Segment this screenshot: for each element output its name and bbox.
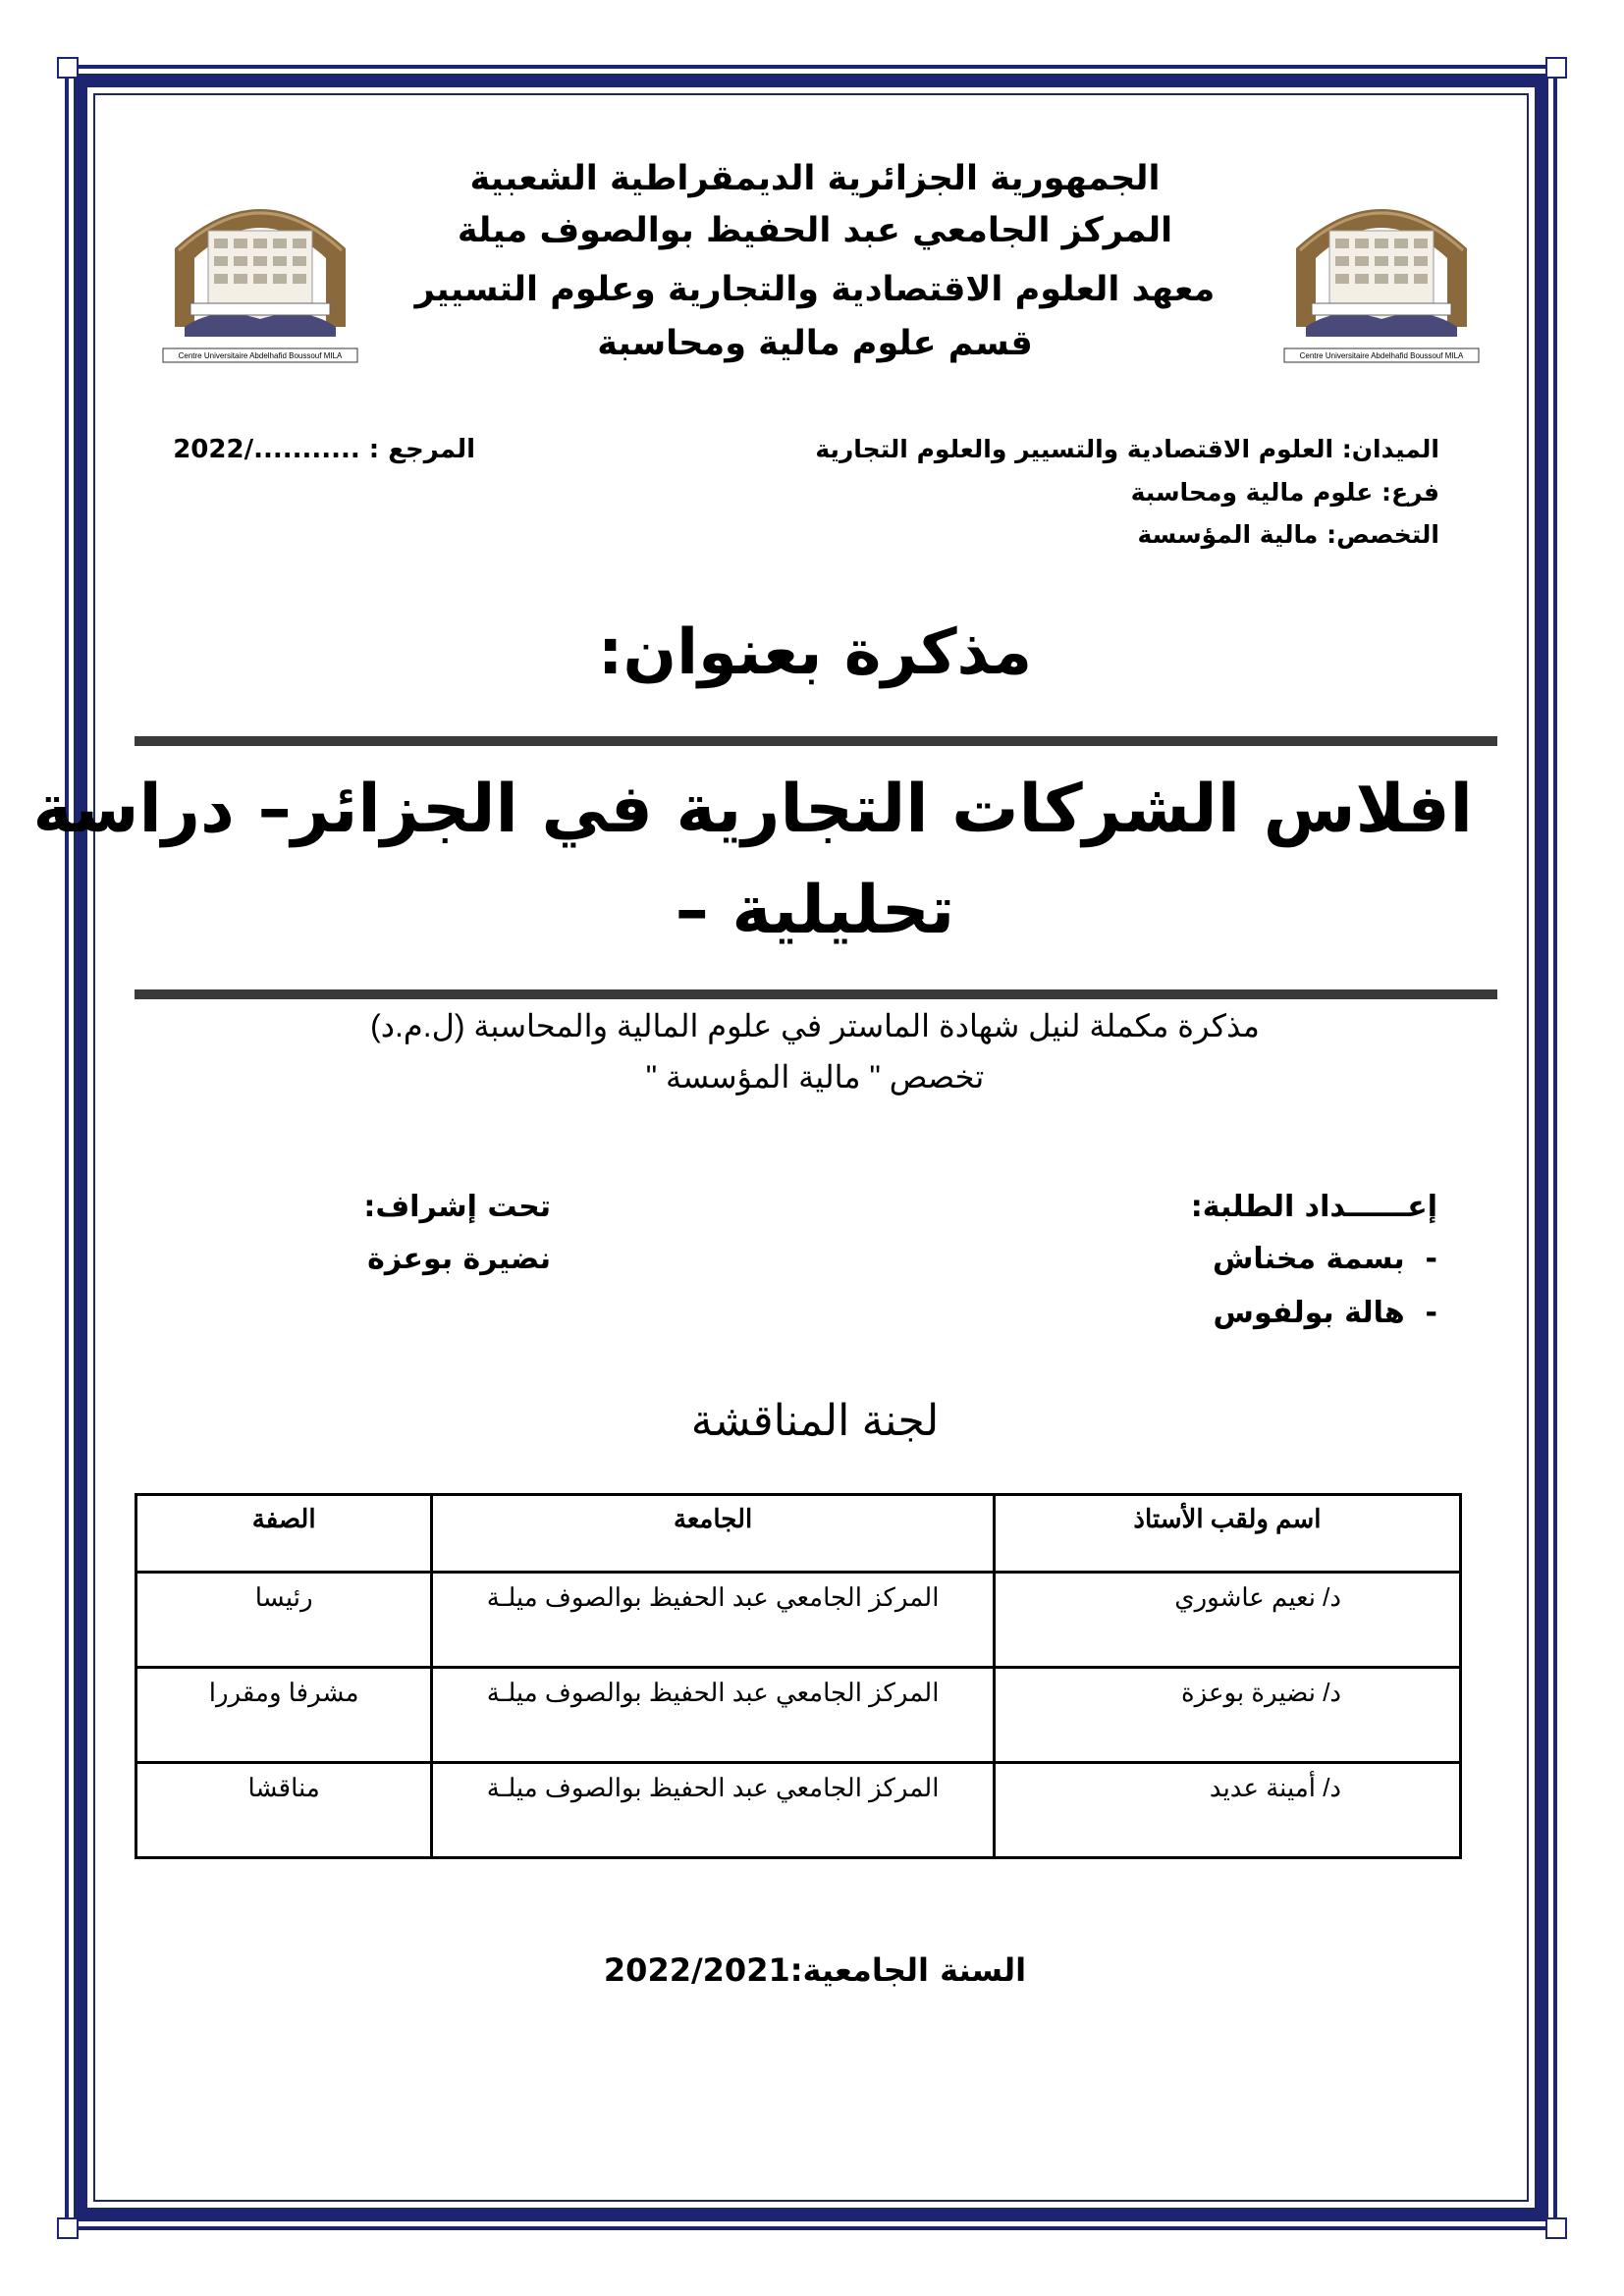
table-row bbox=[136, 1573, 1461, 1668]
member-role: رئيسا bbox=[136, 1573, 432, 1668]
column-header: اسم ولقب الأستاذ bbox=[994, 1495, 1460, 1573]
member-university: المركز الجامعي عبد الحفيظ بوالصوف ميلـة bbox=[432, 1668, 995, 1763]
member-university: المركز الجامعي عبد الحفيظ بوالصوف ميلـة bbox=[432, 1573, 995, 1668]
frame-corner bbox=[57, 2217, 79, 2239]
university-building-icon bbox=[157, 180, 363, 376]
subtitle-line2: تخصص " مالية المؤسسة " bbox=[645, 1059, 985, 1095]
students-label: إعــــــداد الطلبة: bbox=[1190, 1190, 1437, 1224]
university-building-icon bbox=[1278, 180, 1485, 376]
member-name: د/ نعيم عاشوري bbox=[994, 1573, 1460, 1668]
meta-reference: المرجع : .........../2022 bbox=[173, 435, 475, 464]
header-institute: معهد العلوم الاقتصادية والتجارية وعلوم التسيير bbox=[414, 270, 1216, 309]
table-row bbox=[136, 1763, 1461, 1858]
member-name: د/ أمينة عديد bbox=[994, 1763, 1460, 1858]
student-name: هالة بولفوس bbox=[1213, 1296, 1405, 1330]
thesis-title-line2: تحليلية – bbox=[675, 872, 955, 949]
memo-label: مذكرة بعنوان: bbox=[597, 616, 1033, 689]
supervisor-name: نضيرة بوعزة bbox=[367, 1242, 551, 1276]
header-department: قسم علوم مالية ومحاسبة bbox=[597, 324, 1033, 363]
logo-caption: Centre Universitaire Abdelhafid Boussouf MILA bbox=[1299, 351, 1464, 360]
list-bullet: - bbox=[1425, 1296, 1437, 1330]
thesis-title-line1: افلاس الشركات التجارية في الجزائر– دراسة bbox=[32, 771, 1473, 848]
meta-field: الميدان: العلوم الاقتصادية والتسيير والعلوم التجارية bbox=[815, 435, 1439, 463]
logo-caption: Centre Universitaire Abdelhafid Boussouf MILA bbox=[178, 351, 343, 360]
member-university: المركز الجامعي عبد الحفيظ بوالصوف ميلـة bbox=[432, 1763, 995, 1858]
frame-corner bbox=[1545, 57, 1567, 79]
frame-corner bbox=[1545, 2217, 1567, 2239]
member-role: مناقشا bbox=[136, 1763, 432, 1858]
subtitle-line1: مذكرة مكملة لنيل شهادة الماستر في علوم المالية والمحاسبة (ل.م.د) bbox=[370, 1008, 1260, 1043]
student-name: بسمة مخناش bbox=[1213, 1242, 1405, 1276]
column-header: الصفة bbox=[136, 1495, 432, 1573]
table-row bbox=[136, 1668, 1461, 1763]
university-logo-left bbox=[157, 180, 363, 376]
meta-branch: فرع: علوم مالية ومحاسبة bbox=[1130, 478, 1439, 507]
member-role: مشرفا ومقررا bbox=[136, 1668, 432, 1763]
page-frame-inner bbox=[32, 93, 1529, 2202]
academic-year: السنة الجامعية:2022/2021 bbox=[603, 1951, 1027, 1989]
member-name: د/ نضيرة بوعزة bbox=[994, 1668, 1460, 1763]
committee-table bbox=[135, 1493, 1462, 1859]
frame-corner bbox=[57, 57, 79, 79]
header-university: المركز الجامعي عبد الحفيظ بوالصوف ميلة bbox=[457, 211, 1173, 250]
header-republic: الجمهورية الجزائرية الديمقراطية الشعبية bbox=[469, 159, 1161, 198]
student-item bbox=[1214, 1296, 1437, 1330]
committee-title: لجنة المناقشة bbox=[690, 1397, 940, 1445]
table-header-row bbox=[136, 1495, 1461, 1573]
meta-specialty: التخصص: مالية المؤسسة bbox=[1137, 520, 1439, 549]
list-bullet: - bbox=[1425, 1242, 1437, 1276]
university-logo-right bbox=[1278, 180, 1485, 376]
divider-bottom bbox=[135, 989, 1497, 999]
supervisor-label: تحت إشراف: bbox=[363, 1190, 551, 1224]
divider-top bbox=[135, 736, 1497, 746]
column-header: الجامعة bbox=[432, 1495, 995, 1573]
student-item bbox=[1213, 1242, 1437, 1276]
